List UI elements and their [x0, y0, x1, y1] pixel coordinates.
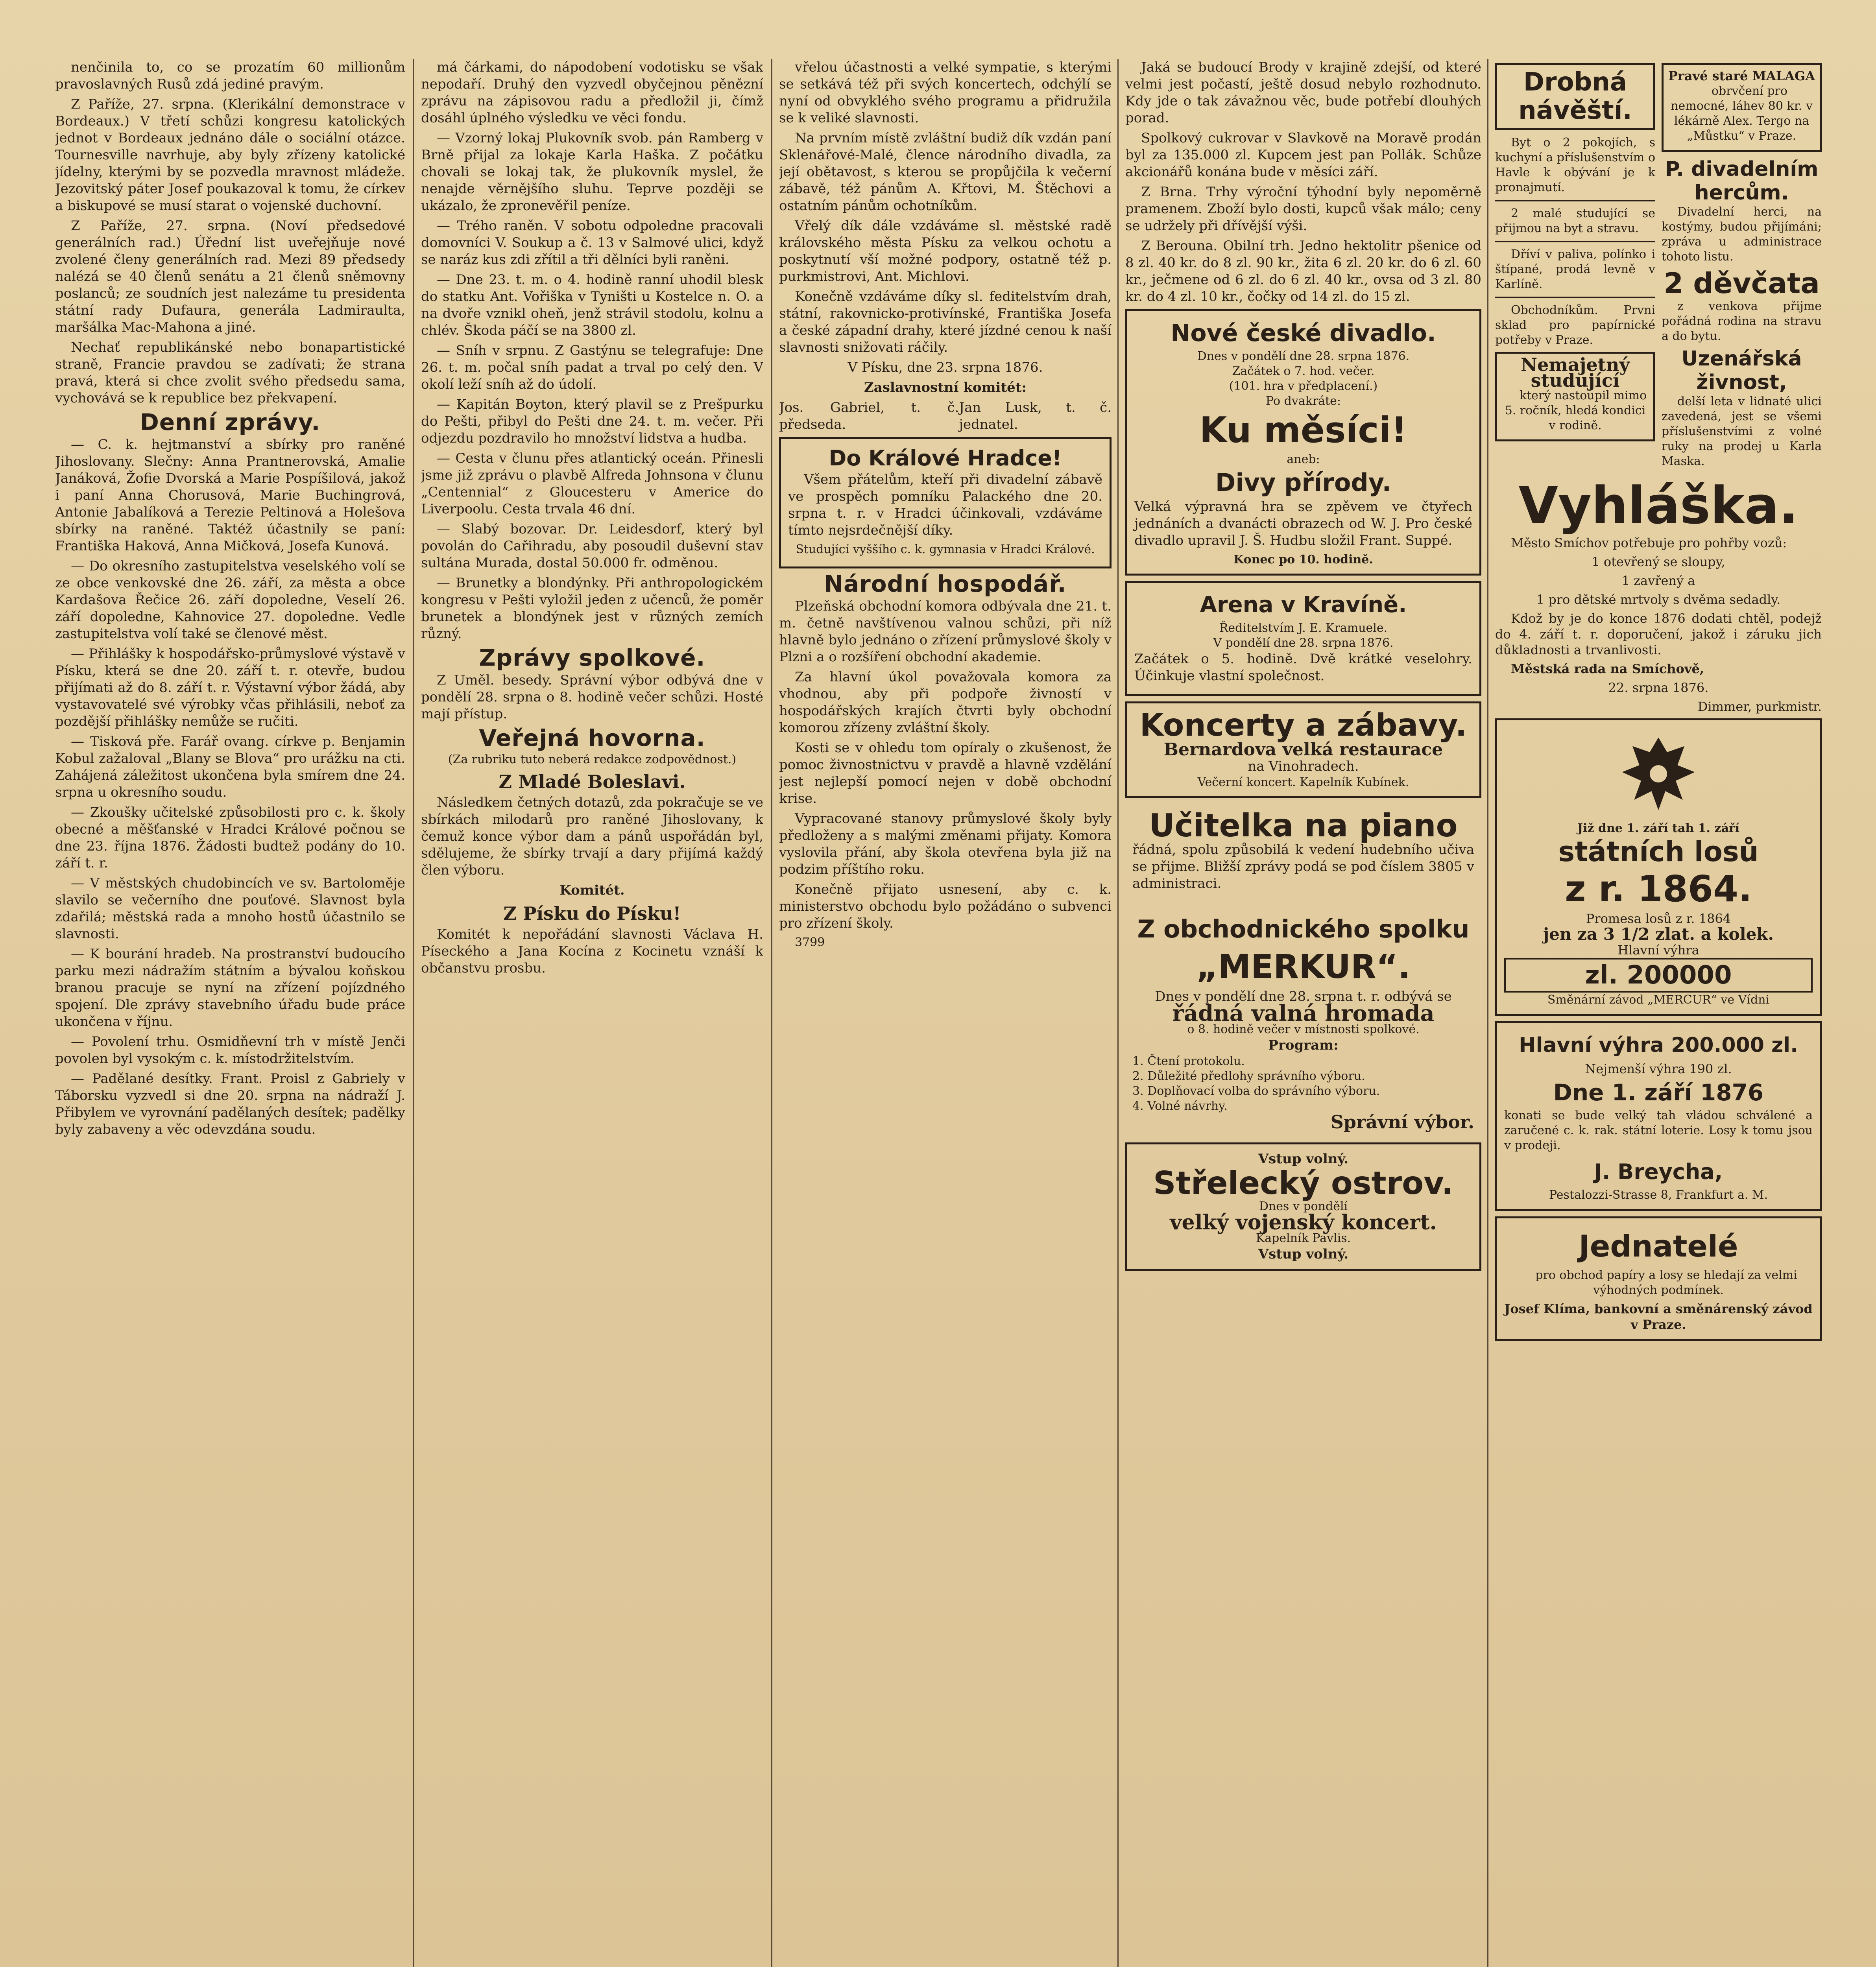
- prize-description: konati se bude velký tah vládou schválené a zaručené c. k. rak. státní loterie. Losy k tomu jsou v prodeji.: [1504, 1109, 1813, 1152]
- article-paragraph: — Brunetky a blondýnky. Při anthropologickém kongresu v Pešti vyložil jeden z učenců, že poměr brunetek a blondýnek jest v různých zemích různý.: [421, 575, 763, 642]
- nemajetny-title: Nemajetný studující: [1520, 354, 1630, 391]
- arena-description: Začátek o 5. hodině. Dvě krátké veselohry. Účinkuje vlastní společnost.: [1134, 651, 1472, 684]
- lottery-top: Již dne 1. září tah 1. září: [1577, 821, 1740, 835]
- vyhlaska-item: 1 otevřený se sloupy,: [1592, 554, 1725, 569]
- merkur-program-item: 1. Čtení protokolu.: [1132, 1054, 1245, 1068]
- vyhlaska-place: Městská rada na Smíchově,: [1511, 661, 1704, 676]
- arena-date: V pondělí dne 28. srpna 1876.: [1213, 636, 1394, 650]
- arena-ad: [1125, 581, 1481, 696]
- article-paragraph: vřelou účastnosti a velké sympatie, s kterými se setkává též při svých koncertech, odchýlí se nyní od obvyklého svého programu a přidružila se k veliké slavnosti.: [779, 59, 1112, 126]
- teacher-ad: [1125, 804, 1481, 902]
- article-paragraph: Vřelý dík dále vzdáváme sl. městské radě královského města Písku za velkou ochotu a poskytnutí vší možné podpory, ostatně též p. purkmistrovi, Ant. Michlovi.: [779, 218, 1112, 284]
- vyhlaska-item: 1 zavřený a: [1621, 573, 1695, 588]
- article-paragraph: — Zkoušky učitelské způsobilosti pro c. k. školy obecné a měšťanské v Hradci Králové počnou se dne 23. října 1876. Žádosti budtež podány do 10. září t. r.: [55, 805, 405, 871]
- article-paragraph: Na prvním místě zvláštní budiž dík vzdán paní Sklenářové-Malé, člence národního divadla, za její obětavost, s kterou se propůjčila k večerní zábavě, též pánům A. Křtovi, M. Štěchovi a ostatním pánům ochotníkům.: [779, 130, 1112, 214]
- article-paragraph: Kosti se v ohledu tom opíraly o zkušenost, že pomoc živnostnictvu v pravdě a hlavně vzdělání jest nejlepší pomocí nejen v době obchodní krise.: [779, 740, 1112, 806]
- signatory-left: Jos. Gabriel, t. č. předseda.: [779, 400, 959, 432]
- theatre-performance: (101. hra v předplacení.): [1229, 379, 1378, 393]
- article-paragraph: Vypracované stanovy průmyslové školy byly předloženy a s malými změnami přijaty. Komora vyslovila přání, aby škola otevřena byla již na podzim příštího roku.: [779, 811, 1112, 877]
- article-paragraph: Následkem četných dotazů, zda pokračuje se ve sbírkách milodarů pro raněné Jihoslovany, k čemuž konce výbor dam a pánů uspořádán byl, sdělujeme, že sbírky trvají a dary přijímá každý člen výboru.: [421, 795, 763, 878]
- place-date: V Písku, dne 23. srpna 1876.: [848, 360, 1043, 375]
- subsection-heading: Z Písku do Písku!: [503, 903, 681, 924]
- nemajetny-description: který nastoupil mimo 5. ročník, hledá kondici v rodině.: [1505, 389, 1647, 432]
- devcata-description: z venkova přijme pořádná rodina na stravu a do bytu.: [1662, 299, 1822, 343]
- arena-subtitle: Ředitelstvím J. E. Kramuele.: [1219, 621, 1388, 635]
- agents-ad: [1495, 1216, 1822, 1341]
- drobna-header: [1495, 63, 1655, 130]
- merkur-signature: Správní výbor.: [1330, 1111, 1474, 1133]
- article-paragraph: Spolkový cukrovar v Slavkově na Moravě prodán byl za 135.000 zl. Kupcem jest pan Pollák. Schůze akcionářů konána bude v měsíci září.: [1125, 130, 1481, 180]
- concert-place: Bernardova velká restaurace: [1163, 740, 1443, 760]
- theatre-ad: [1125, 309, 1481, 576]
- theatre-or: aneb:: [1287, 452, 1320, 466]
- column-rule: [771, 59, 772, 1967]
- article-paragraph: — C. k. hejtmanství a sbírky pro raněné Jihoslovany. Slečny: Anna Prantnerovská, Amalie Janáková, Žofie Dvorská a Marie Pospíšilová, jakož i paní Anna Chorusová, Marie Buchingrová, Antonie Jabalíková a Terezie Peltinová a Holešova sbírky na raněné. Taktéž účastnily se paní: Františka Haková, Anna Mičková, Josefa Kunová.: [55, 437, 405, 554]
- malaga-ad: [1662, 63, 1822, 152]
- prize-date: Dne 1. září 1876: [1553, 1079, 1764, 1106]
- article-paragraph: nenčinila to, co se prozatím 60 millionům pravoslavných Rusů zdá jediné pravým.: [55, 59, 405, 92]
- notice-signature: Studující vyššího c. k. gymnasia v Hradci Králové.: [796, 542, 1095, 556]
- article-paragraph: — Trého raněn. V sobotu odpoledne pracovali domovníci V. Soukup a č. 13 v Salmové ulici, když se naráz kus zdi zřítil a tři dělníci byli raněni.: [421, 218, 763, 268]
- strelecky-title: Střelecký ostrov.: [1153, 1165, 1454, 1201]
- article-paragraph: — Do okresního zastupitelstva veselského volí se ze obce venkovské dne 26. září, za města a obce Kardašova Řečice 26. září dopoledne, Veselí 26. září dopoledne, Kahnovice 27. dopoledne. Vedle zastupitelstva volí také se členové měst.: [55, 558, 405, 642]
- classified-ad: Dříví v paliva, polínko i štípané, prodá levně v Karlíně.: [1495, 247, 1655, 291]
- merkur-ad: [1125, 907, 1481, 1137]
- article-paragraph: Z Paříže, 27. srpna. (Noví předsedové generálních rad.) Úřední list uveřejňuje nové zvolené členy generálních rad. Mezi 89 předsedy nalézá se 40 členů senátu a 21 členů sněmovny poslanců; ze soudních jest nalezáme tu presidenta státní rady Dufaura, generála Ladmiraulta, maršálka Mac-Mahona a jiné.: [55, 218, 405, 335]
- merkur-program-label: Program:: [1268, 1037, 1339, 1053]
- classified-ad: 2 malé studující se přijmou na byt a stravu.: [1495, 207, 1655, 235]
- concert-title: Koncerty a zábavy.: [1139, 708, 1467, 743]
- article-paragraph: — Tisková pře. Farář ovang. církve p. Benjamin Kobul zažaloval „Blany se Blova“ pro urážku na cti. Zahájená záležitost ukončena byla smírem dne 24. srpna u okresního soudu.: [55, 734, 405, 800]
- column-rule: [413, 59, 414, 1967]
- article-paragraph: Konečně vzdáváme díky sl. feditelstvím drah, státní, rakovnicko-protivínské, Františka Josefa a české západní drahy, které jízdné cenou k naší slavnosti snižovati ráčily.: [779, 289, 1112, 355]
- article-paragraph: má čárkami, do nápodobení vodotisku se však nepodaří. Druhý den vyzvedl obyčejnou pěnězní zprávu na zápisovou radu a předložil ji, čímž dosáhl úplného výsledku ve věci fondu.: [421, 59, 763, 126]
- section-heading: Denní zprávy.: [140, 409, 321, 435]
- teacher-description: řádná, spolu způsobilá k vedení hudebního učiva se přijme. Bližší zprávy podá se pod číslem 3805 v administraci.: [1132, 842, 1474, 891]
- nemajetny-ad: [1495, 352, 1655, 441]
- strelecky-date: Dnes v pondělí: [1259, 1199, 1348, 1213]
- lottery-ad: [1495, 718, 1822, 1016]
- breycha-title: J. Breycha,: [1594, 1159, 1723, 1184]
- vyhlaska-title: Vyhláška.: [1518, 476, 1798, 535]
- arena-title: Arena v Kravíně.: [1200, 592, 1407, 618]
- section-heading: Zprávy spolkové.: [479, 644, 705, 671]
- column-3: [779, 59, 1112, 1967]
- divider: [1495, 200, 1655, 201]
- theatre-play-subtitle: Divy přírody.: [1215, 468, 1392, 497]
- notice-text: Všem přátelům, kteří při divadelní zábavě ve prospěch pomníku Palackého dne 20. srpna t. r. v Hradci účinkovali, vzdáváme tímto nejsrdečnější díky.: [788, 472, 1102, 538]
- committee-label: Zaslavnostní komitét:: [864, 380, 1027, 395]
- vyhlaska-date: 22. srpna 1876.: [1608, 680, 1709, 695]
- merkur-title: Z obchodnického spolku: [1137, 915, 1470, 943]
- lottery-amount: zl. 200000: [1504, 958, 1813, 993]
- lottery-promesa: Promesa losů z r. 1864: [1586, 911, 1731, 926]
- classified-ad: Byt o 2 pokojích, s kuchyní a příslušenstvím o Havle k obývání je k pronajmutí.: [1495, 136, 1655, 194]
- article-paragraph: Za hlavní úkol považovala komora za vhodnou, aby při podpoře živností v hospodářských krajích čtvrti byly obchodní komorou zřízeny zvláštní školy.: [779, 669, 1112, 736]
- article-paragraph: Plzeňská obchodní komora odbývala dne 21. t. m. četně navštívenou valnou schůzi, při níž hlavně bylo jednáno o zřízení průmyslové školy v Plzni a o rozšíření obchodní akademie.: [779, 598, 1112, 665]
- column-4: [1125, 59, 1481, 1967]
- merkur-time: o 8. hodině večer v místnosti spolkové.: [1187, 1022, 1420, 1036]
- ad-code: 3799: [795, 936, 825, 949]
- article-paragraph: Z Paříže, 27. srpna. (Klerikální demonstrace v Bordeaux.) V třetí schůzi kongresu katolických jednot v Bordeaux jednáno dále o sociální otázce. Tournesville navrhuje, aby byly zřízeny katolické jídelny, kterými by se pozvedla mravnost mládeže. Jezovitský páter Josef poukazoval k tomu, že církev a biskupové se musí starat o vojenské duchovní.: [55, 96, 405, 214]
- concert-subplace: na Vinohradech.: [1248, 758, 1359, 774]
- theatre-date: Dnes v pondělí dne 28. srpna 1876.: [1197, 349, 1410, 363]
- theatre-title: Nové české divadlo.: [1171, 319, 1436, 347]
- article-paragraph: — Povolení trhu. Osmidňevní trh v místě Jenči povolen byl vysokým c. k. místodržitelstvím.: [55, 1034, 405, 1067]
- merkur-assembly: řádná valná hromada: [1172, 1000, 1435, 1026]
- agents-description: pro obchod papíry a losy se hledají za velmi výhodných podmínek.: [1535, 1268, 1797, 1297]
- uzenarska-title: Uzenářská živnost,: [1681, 347, 1802, 394]
- lottery-year: z r. 1864.: [1565, 868, 1752, 910]
- lottery-title: státních losů: [1558, 836, 1759, 868]
- strelecky-ad: [1125, 1142, 1481, 1271]
- strelecky-bottom: Vstup volný.: [1258, 1246, 1349, 1262]
- merkur-program-item: 4. Volné návrhy.: [1132, 1099, 1228, 1113]
- merkur-name: „MERKUR“.: [1196, 947, 1411, 986]
- notice-title: Do Králové Hradce!: [829, 446, 1062, 471]
- article-paragraph: Z Uměl. besedy. Správní výbor odbývá dne v pondělí 28. srpna o 8. hodině večer schůzi. Hosté mají přístup.: [421, 672, 763, 722]
- agents-title: Jednatelé: [1579, 1229, 1738, 1264]
- vyhlaska-intro: Město Smíchov potřebuje pro pohřby vozů:: [1511, 535, 1787, 550]
- article-paragraph: — Vzorný lokaj Plukovník svob. pán Ramberg v Brně přijal za lokaje Karla Haška. Z počátku chovali se lokaj tak, že plukovník myslel, že nenajde věrnějšího sluhu. Teprve později se ukázalo, že zpronevěřil peníze.: [421, 130, 763, 214]
- merkur-program-item: 2. Důležité předlohy správního výboru.: [1132, 1069, 1365, 1083]
- prize-ad: [1495, 1021, 1822, 1211]
- column-rule: [1117, 59, 1119, 1967]
- malaga-description: obrvčení pro nemocné, láhev 80 kr. v lékárně Alex. Tergo na „Můstku“ v Praze.: [1671, 84, 1813, 143]
- theatre-play-title: Ku měsíci!: [1199, 410, 1407, 451]
- merkur-description: Dnes v pondělí dne 28. srpna t. r. odbývá se: [1155, 989, 1452, 1004]
- divider: [1495, 241, 1655, 242]
- signature: Komitét.: [559, 882, 625, 898]
- strelecky-kapelnik: Kapelník Pavlis.: [1256, 1231, 1351, 1245]
- notice-box: [779, 437, 1112, 568]
- article-paragraph: — K bourání hradeb. Na prostranství budoucího parku mezi nádražím státním a bývalou koňskou branou pracuje se nyní na zřízení pojízdného spojení. Dle zprávy stavebního úřadu bude práce ukončena v říjnu.: [55, 946, 405, 1030]
- subsection-heading: Z Mladé Boleslavi.: [499, 771, 686, 792]
- herci-description: Divadelní herci, na kostýmy, budou přijímáni; zpráva u administrace tohoto listu.: [1662, 205, 1822, 264]
- prize-title: Hlavní výhra 200.000 zl.: [1519, 1033, 1798, 1057]
- breycha-address: Pestalozzi-Strasse 8, Frankfurt a. M.: [1549, 1188, 1768, 1202]
- column-5: [1495, 59, 1822, 1967]
- article-paragraph: Z Brna. Trhy výroční týhodní byly nepoměrně pramenem. Zboží bylo dosti, kupců však málo; ceny se udržely při dřívější výši.: [1125, 184, 1481, 234]
- column-rule: [1487, 59, 1488, 1967]
- article-paragraph: — V městských chudobincích ve sv. Bartoloměje slavilo se večerního dne pouťové. Slavnost byla zdařilá; městská rada a mnoho hostů účastnilo se slavnosti.: [55, 875, 405, 942]
- theatre-repeat: Po dvakráte:: [1266, 394, 1341, 408]
- classified-ad: Obchodníkům. Prvni sklad pro papírnické potřeby v Praze.: [1495, 303, 1655, 347]
- herci-title: P. divadelním hercům.: [1665, 157, 1819, 205]
- article-paragraph: Komitét k nepořádání slavnosti Václava H. Píseckého a Jana Kocína z Kocinetu vznáší k občanstvu prosbu.: [421, 926, 763, 976]
- malaga-title: Pravé staré MALAGA: [1668, 68, 1815, 83]
- article-paragraph: Konečně přijato usnesení, aby c. k. ministerstvo obchodu bylo požádáno o subvenci pro zřízení školy.: [779, 882, 1112, 931]
- drobna-title: Drobná návěští.: [1518, 68, 1632, 125]
- article-paragraph: Z Berouna. Obilní trh. Jedno hektolitr pšenice od 8 zl. 40 kr. do 8 zl. 90 kr., žita 6 zl. 20 kr. do 6 zl. 60 kr., ječmene od 6 zl. do 6 zl. 40 kr., ovsa od 3 zl. 80 kr. do 4 zl. 10 kr., čočky od 14 zl. do 15 zl.: [1125, 238, 1481, 304]
- vyhlaska-item: 1 pro dětské mrtvoly s dvěma sedadly.: [1536, 592, 1781, 607]
- article-paragraph: — Sníh v srpnu. Z Gastýnu se telegrafuje: Dne 26. t. m. počal sníh padat a trval po celý den. V okolí leží sníh až do údolí.: [421, 343, 763, 392]
- divider: [1495, 297, 1655, 298]
- article-paragraph: Nechať republikánské nebo bonapartistické straně, Francie pravdou se zadívati; že strana pravá, která si chce zvolit svého předsedu sama, vychovává se k republice bez překvapení.: [55, 340, 405, 406]
- rubric-note: (Za rubriku tuto neberá redakce zodpovědnost.): [448, 753, 737, 766]
- strelecky-top: Vstup volný.: [1258, 1151, 1349, 1167]
- concert-ad: [1125, 701, 1481, 798]
- section-heading: Národní hospodář.: [824, 570, 1067, 597]
- strelecky-concert: velký vojenský koncert.: [1170, 1210, 1437, 1234]
- uzenarska-description: delší leta v lidnaté ulici zavedená, jest se všemi příslušenstvími z volné ruky na prodej u Karla Maska.: [1662, 395, 1822, 468]
- vyhlaska-signature: Dimmer, purkmistr.: [1697, 699, 1822, 714]
- lottery-bank: Směnární závod „MERCUR“ ve Vídni: [1547, 993, 1770, 1007]
- column-1: [55, 59, 405, 1967]
- article-paragraph: — Kapitán Boyton, který plavil se z Prešpurku do Pešti, přibyl do Pešti dne 24. t. m. večer. Při odjezdu pozdravilo ho množství lidstva a hudba.: [421, 397, 763, 446]
- column-2: [421, 59, 763, 1967]
- article-paragraph: Jaká se budoucí Brody v krajině zdejší, od které velmi jest počastí, ještě dosud nebylo rozhodnuto. Kdy jde o tak závažnou věc, bude potřebí dlouhých porad.: [1125, 59, 1481, 126]
- lottery-main-label: Hlavní výhra: [1617, 943, 1699, 958]
- eagle-emblem-icon: [1615, 731, 1702, 817]
- theatre-time: Začátek o 7. hod. večer.: [1232, 364, 1375, 378]
- theatre-description: Velká výpravná hra se zpěvem ve čtyřech jednáních a dvanácti obrazech od W. J. Pro české divadlo upravil J. Š. Hudbu složil Frant. Suppé.: [1134, 499, 1472, 548]
- theatre-end: Konec po 10. hodině.: [1233, 553, 1373, 566]
- teacher-title: Učitelka na piano: [1149, 807, 1458, 844]
- lottery-price: jen za 3 1/2 zlat. a kolek.: [1543, 924, 1774, 944]
- klima-name: Josef Klíma, bankovní a směnárenský závod v Praze.: [1504, 1301, 1813, 1332]
- vyhlaska-description: Kdož by je do konce 1876 dodati chtěl, podejž do 4. září t. r. doporučení, jakož i záruku jich důkladnosti a trvanlivosti.: [1495, 611, 1822, 657]
- prize-sub: Nejmenší výhra 190 zl.: [1585, 1061, 1732, 1076]
- section-heading: Veřejná hovorna.: [479, 725, 705, 751]
- article-paragraph: — Padělané desítky. Frant. Proisl z Gabriely v Táborsku vyzvedl si dne 20. srpna na nádraží J. Přibylem ve vyrovnání padělaných desítek; padělky byly zabaveny a věc odevzdána soudu.: [55, 1071, 405, 1137]
- article-paragraph: — Přihlášky k hospodářsko-průmyslové výstavě v Písku, která se dne 20. září t. r. otevře, budou přijímati až do 8. září t. r. Výstavní výbor žádá, aby vystavovatelé své výrobky včas přihlásili, neboť za pozdější přihlášky nemůže se ručiti.: [55, 646, 405, 729]
- article-paragraph: — Slabý bozovar. Dr. Leidesdorf, který byl povolán do Cařihradu, aby posoudil duševní stav sultána Murada, dostal 50.000 fr. odměnou.: [421, 521, 763, 571]
- article-paragraph: — Dne 23. t. m. o 4. hodině ranní uhodil blesk do statku Ant. Vořiška v Tyništi u Kostelce n. O. a na dvoře vznikl oheň, jenž strávil stodolu, kolnu a chlév. Škoda páčí se na 3800 zl.: [421, 272, 763, 338]
- signatory-right: Jan Lusk, t. č. jednatel.: [959, 400, 1112, 432]
- devcata-title: 2 děvčata: [1664, 267, 1820, 300]
- merkur-program-item: 3. Doplňovací volba do správního výboru.: [1132, 1084, 1380, 1098]
- concert-description: Večerní koncert. Kapelník Kubínek.: [1197, 775, 1409, 789]
- article-paragraph: — Cesta v člunu přes atlantický oceán. Přinesli jsme již zprávu o plavbě Alfreda Johnsona v člunu „Centennial“ z Gloucesteru v Americe do Liverpoolu. Cesta trvala 46 dní.: [421, 450, 763, 517]
